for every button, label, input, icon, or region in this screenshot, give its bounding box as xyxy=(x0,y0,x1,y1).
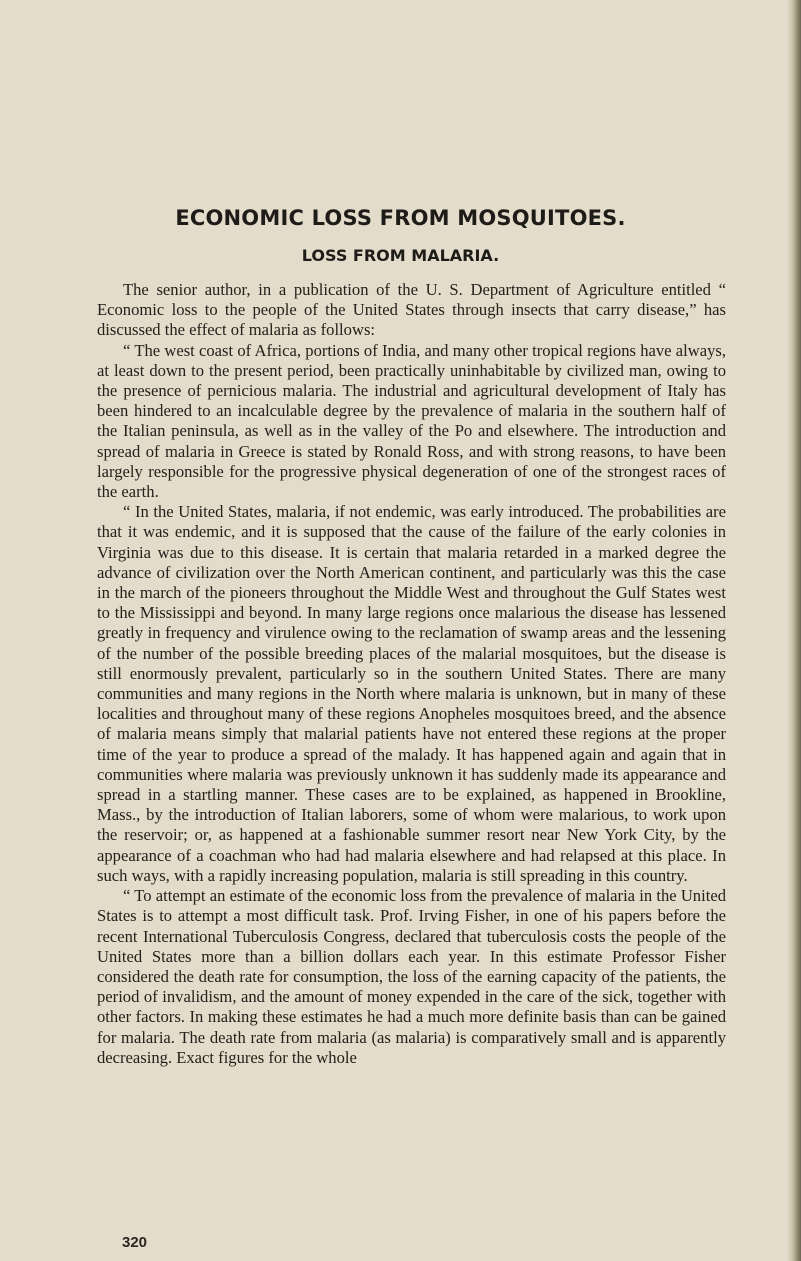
page-number: 320 xyxy=(122,1234,148,1251)
section-subtitle: LOSS FROM MALARIA. xyxy=(301,246,500,265)
paragraph: “ To attempt an estimate of the economic loss from the prevalence of malaria in the United States is to attempt a most difficult task. Prof. Irving Fisher, in one of his papers before the recent International Tuberculosis Congress, declared that tuberculosis costs the people of the United States more than a billion dollars each year. In this estimate Professor Fisher considered the death rate for consumption, the loss of the earning capacity of the patients, the period of invalidism, and the amount of money expended in the care of the sick, together with other factors. In making these estimates he had a much more definite basis than can be gained for malaria. The death rate from malaria (as malaria) is comparatively small and is apparently decreasing. Exact figures for the whole xyxy=(97,886,726,1067)
body-text xyxy=(97,280,726,1068)
paragraph: “ In the United States, malaria, if not endemic, was early introduced. The probabilities are that it was endemic, and it is supposed that the cause of the failure of the early colonies in Virginia was due to this disease. It is certain that malaria retarded in a marked degree the advance of civilization over the North American continent, and particularly was this the case in the march of the pioneers throughout the Middle West and throughout the Gulf States west to the Mississippi and beyond. In many large regions once malarious the disease has lessened greatly in frequency and virulence owing to the reclamation of swamp areas and the lessening of the number of the possible breeding places of the malarial mosquitoes, but the disease is still enormously prevalent, particularly so in the southern United States. There are many communities and many regions in the North where malaria is unknown, but in many of these localities and throughout many of these regions Anopheles mosquitoes breed, and the absence of malaria means simply that malarial patients have not entered these regions at the proper time of the year to produce a spread of the malady. It has happened again and again that in communities where malaria was previously unknown it has suddenly made its appearance and spread in a startling manner. These cases are to be explained, as happened in Brookline, Mass., by the introduction of Italian laborers, some of whom were malarious, to work upon the reservoir; or, as happened at a fashionable summer resort near New York City, by the appearance of a coachman who had had malaria elsewhere and had relapsed at this place. In such ways, with a rapidly increasing population, malaria is still spreading in this country. xyxy=(97,502,726,885)
paragraph: “ The west coast of Africa, portions of India, and many other tropical regions have always, at least down to the present period, been practically uninhabitable by civilized man, owing to the presence of pernicious malaria. The industrial and agricultural development of Italy has been hindered to an incalculable degree by the prevalence of malaria in the southern half of the Italian peninsula, as well as in the valley of the Po and elsewhere. The introduction and spread of malaria in Greece is stated by Ronald Ross, and with strong reasons, to have been largely responsible for the progressive physical degeneration of one of the strongest races of the earth. xyxy=(97,340,726,502)
page-title: ECONOMIC LOSS FROM MOSQUITOES. xyxy=(175,206,626,230)
page-edge-shadow xyxy=(787,0,801,1261)
paragraph: The senior author, in a publication of the U. S. Department of Agriculture entitled “ Economic loss to the people of the United States through insects that carry disease,” has discussed the effect of malaria as follows: xyxy=(97,280,726,340)
